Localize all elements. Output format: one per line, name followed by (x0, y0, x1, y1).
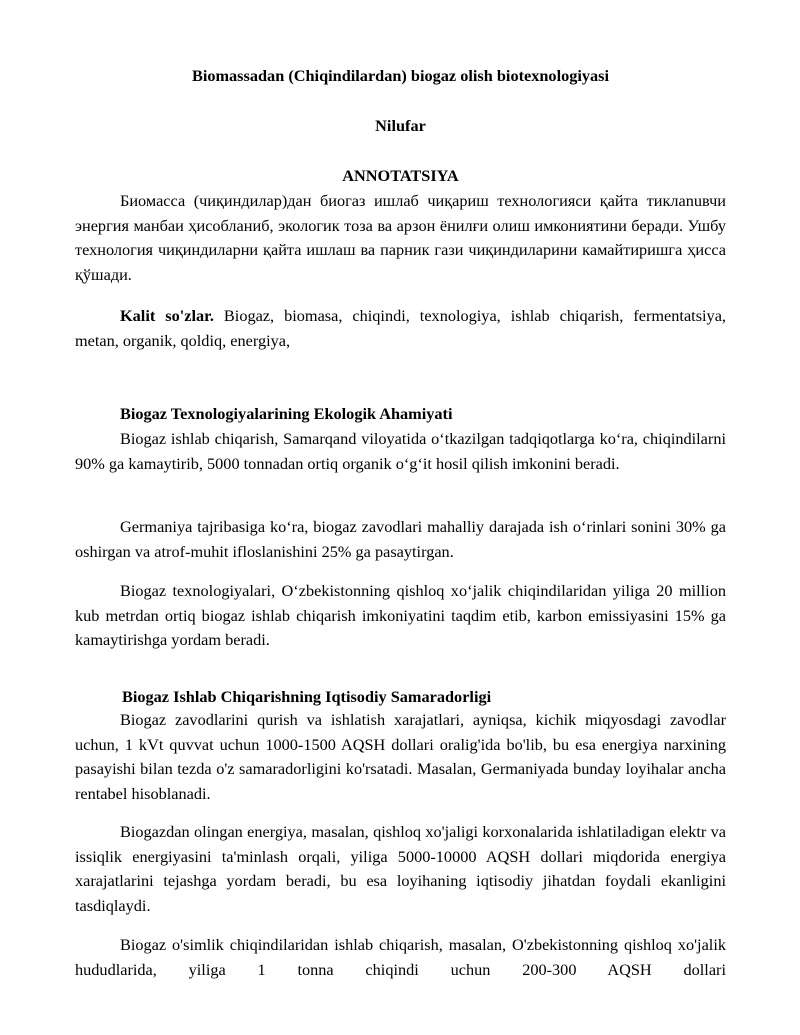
keywords-label: Kalit so'zlar. (120, 306, 214, 325)
section-heading-economic: Biogaz Ishlab Chiqarishning Iqtisodiy Samaradorligi (122, 687, 492, 706)
economic-paragraph-1: Biogaz zavodlarini qurish va ishlatish xarajatlari, ayniqsa, kichik miqyosdagi zavodlar uchun, 1 kVt quvvat uchun 1000-1500 AQSH dollari oralig'ida bo'lib, bu esa energiya narxining pasayishi bilan tezda o'z samaradorligini ko'rsatadi. Masalan, Germaniyada bunday loyihalar ancha rentabel hisoblanadi. (75, 710, 726, 803)
ecology-paragraph-1: Biogaz ishlab chiqarish, Samarqand viloyatida oʻtkazilgan tadqiqotlarga koʻra, chiqindilarni 90% ga kamaytirib, 5000 tonnadan ortiq organik oʻgʻit hosil qilish imkonini beradi. (75, 429, 726, 473)
document-title: Biomassadan (Chiqindilardan) biogaz olish biotexnologiyasi (191, 66, 610, 85)
economic-paragraph-3: Biogaz o'simlik chiqindilaridan ishlab chiqarish, masalan, O'zbekistonning qishloq xo'jalik hududlarida, yiliga 1 tonna chiqindi uchun 200-300 AQSH dollari (75, 935, 726, 979)
keywords-text: Biogaz, biomasa, chiqindi, texnologiya, ishlab chiqarish, fermentatsiya, metan, organik, qoldiq, energiya, (75, 306, 726, 350)
economic-paragraph-2: Biogazdan olingan energiya, masalan, qishloq xo'jaligi korxonalarida ishlatiladigan elektr va issiqlik energiyasini ta'minlash orqali, yiliga 5000-10000 AQSH dollari miqdorida energiya xarajatlarini tejashga yordam beradi, bu esa loyihaning iqtisodiy jihatdan foydali ekanligini tasdiqlaydi. (75, 822, 726, 915)
section-heading-ecological: Biogaz Texnologiyalarining Ekologik Ahamiyati (120, 404, 453, 423)
annotation-paragraph: Биомасса (чиқиндилар)дан биогаз ишлаб чиқариш технологияси қайта тиклanuвчи энергия манбаи ҳисобланиб, экологик тоза ва арзон ёнилғи олиш имкониятини беради. Ушбу технология чиқиндиларни қайта ишлаш ва парник гази чиқиндиларини камайтиришга ҳисса қўшади. (75, 191, 726, 284)
ecology-paragraph-3: Biogaz texnologiyalari, Oʻzbekistonning qishloq xoʻjalik chiqindilaridan yiliga 20 million kub metrdan ortiq biogaz ishlab chiqarish imkoniyatini taqdim etib, karbon emissiyasini 15% ga kamaytirishga yordam beradi. (75, 581, 726, 649)
document-page (75, 0, 726, 1035)
annotation-heading: ANNOTATSIYA (342, 166, 459, 185)
keywords-paragraph (75, 304, 726, 353)
author-name: Nilufar (375, 116, 426, 135)
ecology-paragraph-2: Germaniya tajribasiga koʻra, biogaz zavodlari mahalliy darajada ish oʻrinlari sonini 30% ga oshirgan va atrof-muhit ifloslanishini 25% ga pasaytirgan. (75, 517, 726, 561)
